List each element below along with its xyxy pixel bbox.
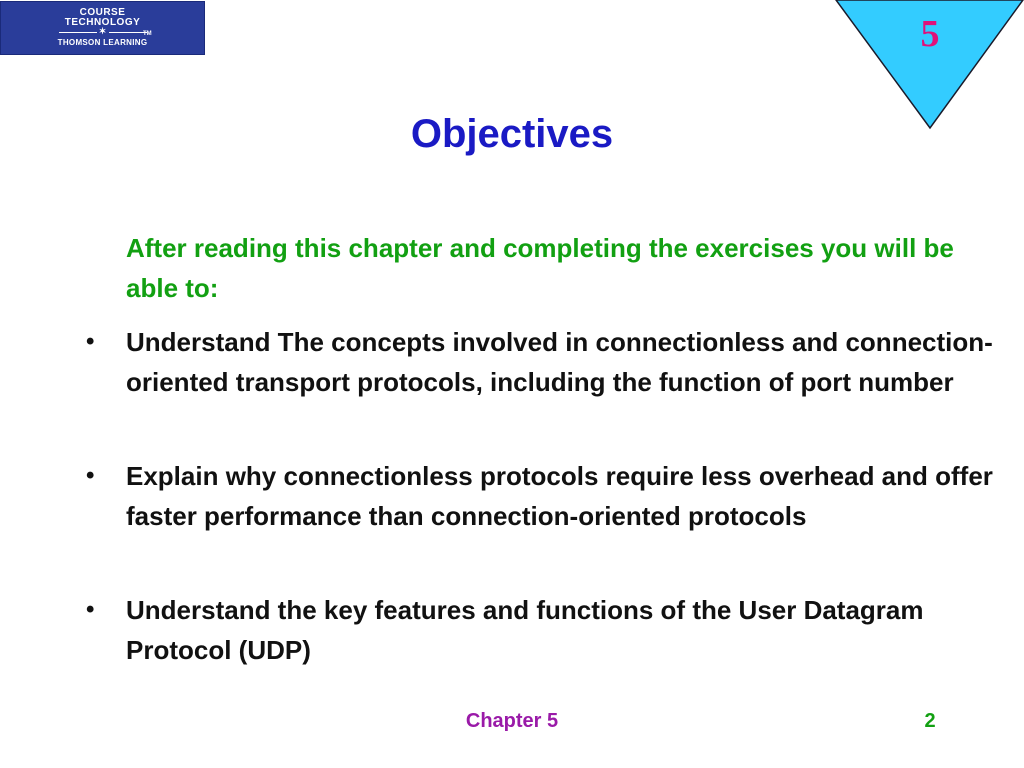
course-technology-logo	[0, 1, 205, 55]
logo-line-thomson-learning: THOMSON LEARNING	[57, 38, 148, 47]
bullet-icon: •	[86, 462, 95, 489]
bullet-icon: •	[86, 596, 95, 623]
objective-item	[86, 322, 1006, 402]
bullet-icon: •	[86, 328, 95, 355]
logo-line-course: COURSE	[79, 7, 126, 18]
intro-text: After reading this chapter and completing the exercises you will be able to:	[126, 233, 954, 303]
logo-rule-right	[109, 32, 147, 33]
chapter-number: 5	[920, 13, 940, 55]
objective-text: Understand the key features and functions of the User Datagram Protocol (UDP)	[126, 595, 924, 665]
objective-text: Understand The concepts involved in connectionless and connection-oriented transport protocols, including the function of port number	[126, 327, 993, 397]
logo-trademark: TM	[143, 31, 152, 37]
footer-page-number: 2	[924, 710, 936, 732]
objective-item	[86, 590, 1006, 670]
objective-item	[86, 456, 1006, 536]
slide-title: Objectives	[410, 112, 614, 156]
logo-line-technology: TECHNOLOGY	[64, 17, 141, 28]
footer-chapter-label: Chapter 5	[465, 710, 559, 732]
star-icon: ✶	[98, 26, 107, 36]
objective-text: Explain why connectionless protocols require less overhead and offer faster performance than connection-oriented protocols	[126, 461, 993, 531]
